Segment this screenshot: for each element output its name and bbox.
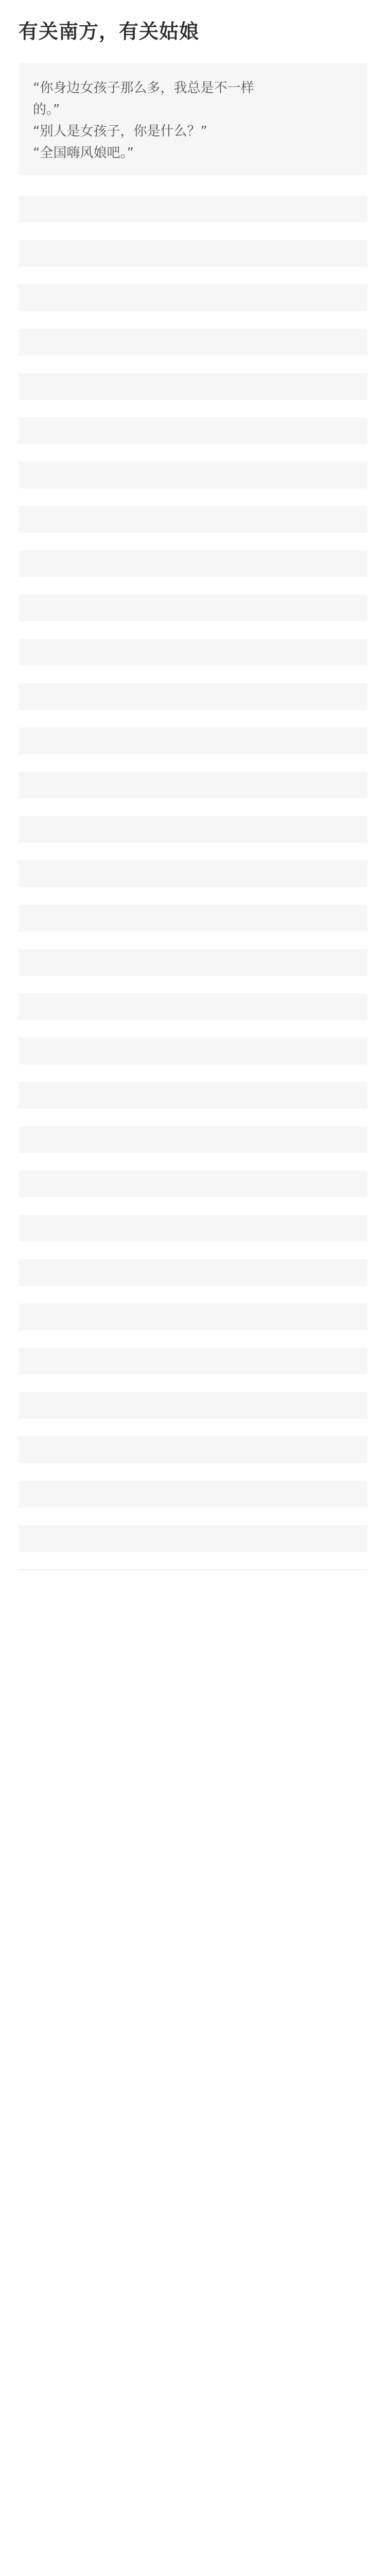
opening-quote: [19, 63, 367, 175]
paragraph-block: [19, 639, 367, 666]
paragraph-block: [19, 1436, 367, 1463]
paragraph-block: [19, 860, 367, 887]
quote-line: “全国嗨风娘吧。”: [33, 145, 134, 161]
paragraph-block: [19, 329, 367, 355]
paragraph-block: [19, 462, 367, 488]
paragraph-block: [19, 373, 367, 400]
paragraph-block: [19, 905, 367, 931]
paragraph-block: [19, 417, 367, 444]
paragraph-block: [19, 506, 367, 533]
paragraph-block: [19, 1348, 367, 1375]
paragraph-block: [19, 772, 367, 799]
paragraph-block: [19, 816, 367, 843]
paragraph-block: [19, 1171, 367, 1197]
paragraph-block: [19, 1126, 367, 1153]
paragraph-block: [19, 1481, 367, 1507]
paragraph-block: [19, 1392, 367, 1419]
paragraph-block: [19, 1215, 367, 1242]
paragraph-block: [19, 1303, 367, 1330]
quote-line: “你身边女孩子那么多，我总是不一样: [33, 80, 254, 96]
paragraph-block: [19, 550, 367, 577]
paragraph-block: [19, 949, 367, 976]
quote-line: “别人是女孩子，你是什么？”: [33, 124, 207, 139]
section-divider: [19, 1569, 367, 1570]
paragraph-block: [19, 595, 367, 621]
paragraph-block: [19, 727, 367, 754]
paragraph-block: [19, 196, 367, 223]
quote-line: 的。”: [33, 102, 60, 117]
paragraph-block: [19, 240, 367, 267]
article-title: 有关南方，有关姑娘: [19, 20, 200, 43]
paragraph-block: [19, 1038, 367, 1064]
paragraph-block: [19, 683, 367, 710]
paragraph-block: [19, 1259, 367, 1286]
paragraph-block: [19, 1082, 367, 1109]
paragraph-block: [19, 993, 367, 1020]
paragraph-block: [19, 284, 367, 311]
paragraph-block: [19, 1525, 367, 1552]
